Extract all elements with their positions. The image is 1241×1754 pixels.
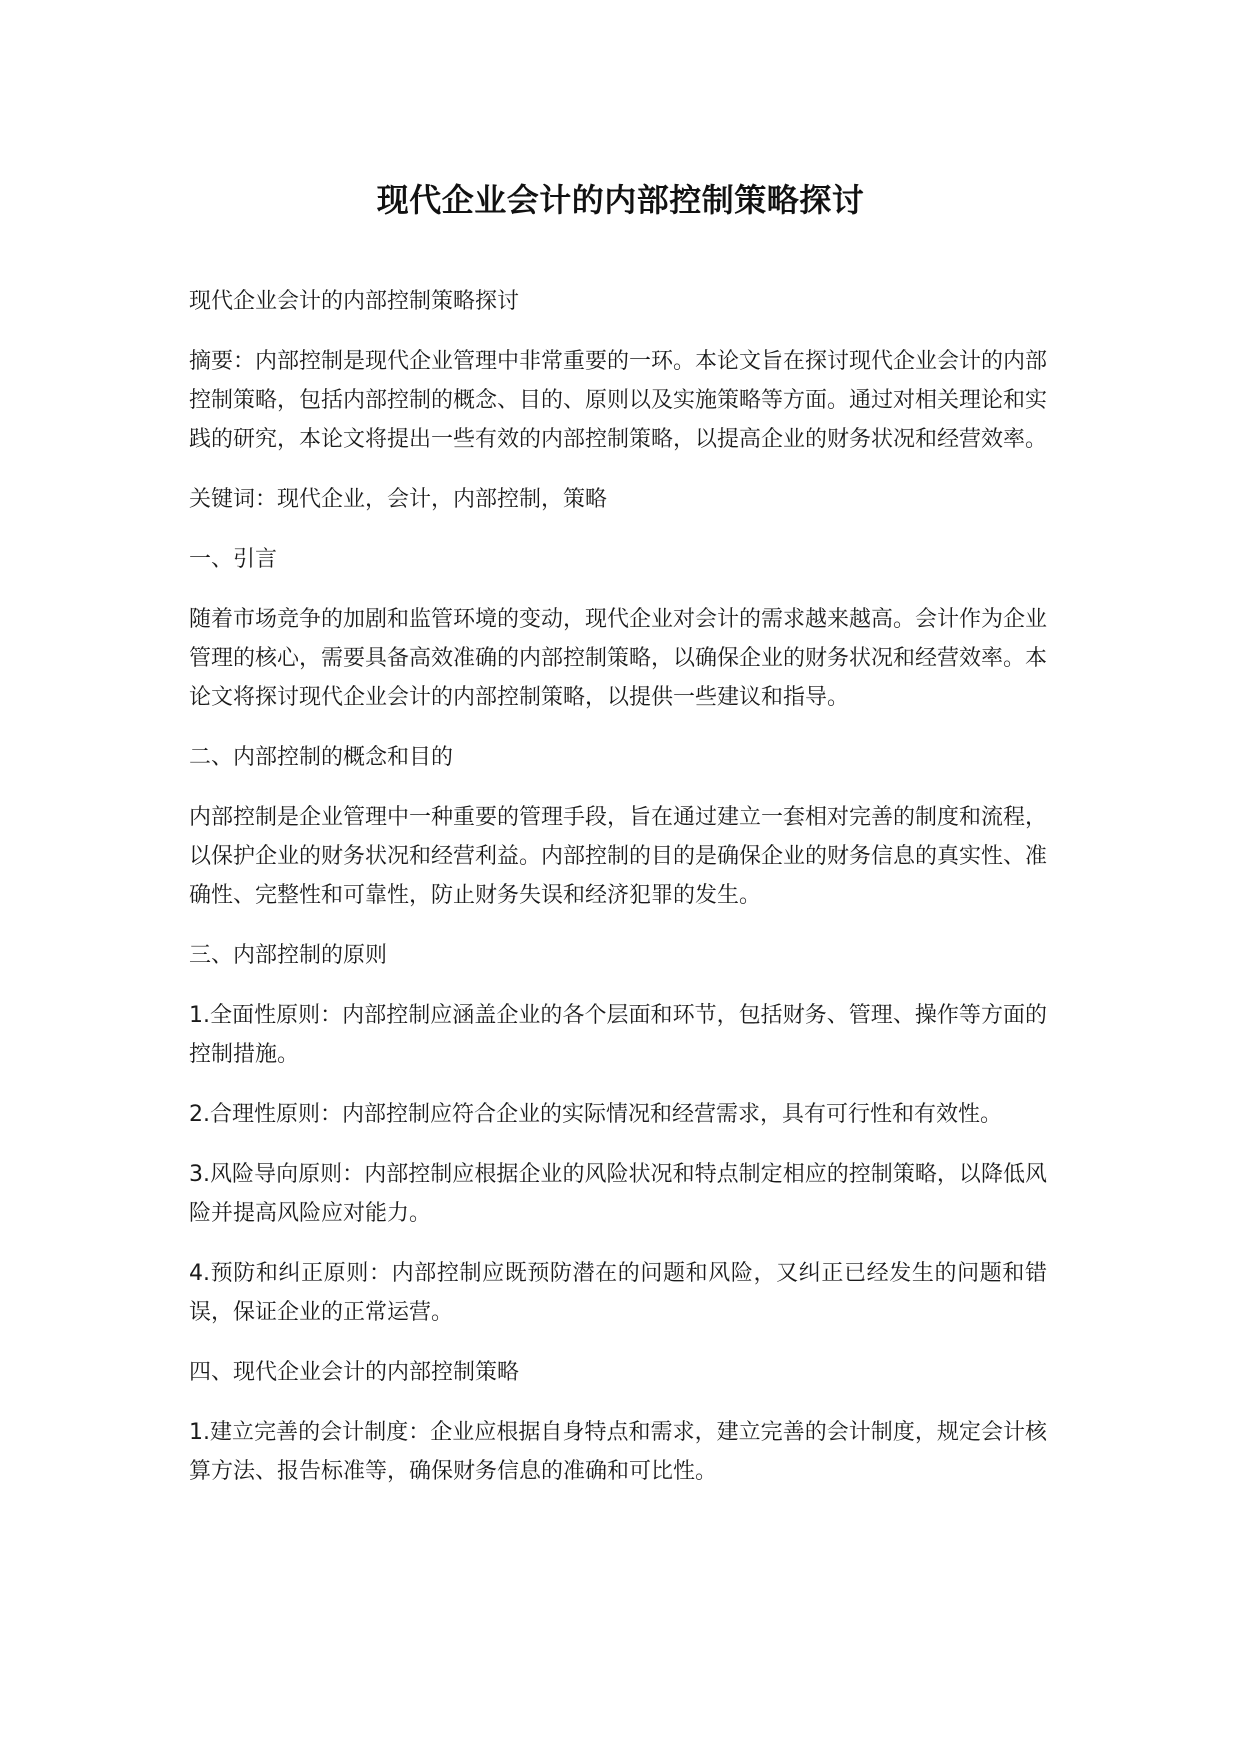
principle-item: 2.合理性原则：内部控制应符合企业的实际情况和经营需求，具有可行性和有效性。 <box>189 1102 1002 1127</box>
section-heading-principles: 三、内部控制的原则 <box>189 943 388 968</box>
subtitle-paragraph: 现代企业会计的内部控制策略探讨 <box>189 289 520 314</box>
document-title: 现代企业会计的内部控制策略探讨 <box>376 181 865 219</box>
principle-item: 1.全面性原则：内部控制应涵盖企业的各个层面和环节，包括财务、管理、操作等方面的控制措施。 <box>189 1003 1047 1067</box>
section-heading-introduction: 一、引言 <box>189 547 278 572</box>
principle-item: 3.风险导向原则：内部控制应根据企业的风险状况和特点制定相应的控制策略，以降低风险并提高风险应对能力。 <box>189 1162 1047 1226</box>
section-heading-concept: 二、内部控制的概念和目的 <box>189 745 454 770</box>
abstract-paragraph: 摘要：内部控制是现代企业管理中非常重要的一环。本论文旨在探讨现代企业会计的内部控制策略，包括内部控制的概念、目的、原则以及实施策略等方面。通过对相关理论和实践的研究，本论文将提出一些有效的内部控制策略，以提高企业的财务状况和经营效率。 <box>189 349 1048 452</box>
introduction-paragraph: 随着市场竞争的加剧和监管环境的变动，现代企业对会计的需求越来越高。会计作为企业管理的核心，需要具备高效准确的内部控制策略，以确保企业的财务状况和经营效率。本论文将探讨现代企业会计的内部控制策略，以提供一些建议和指导。 <box>189 607 1048 710</box>
strategy-item: 1.建立完善的会计制度：企业应根据自身特点和需求，建立完善的会计制度，规定会计核算方法、报告标准等，确保财务信息的准确和可比性。 <box>189 1420 1047 1484</box>
concept-paragraph: 内部控制是企业管理中一种重要的管理手段，旨在通过建立一套相对完善的制度和流程，以保护企业的财务状况和经营利益。内部控制的目的是确保企业的财务信息的真实性、准确性、完整性和可靠性，防止财务失误和经济犯罪的发生。 <box>189 805 1048 908</box>
section-heading-strategies: 四、现代企业会计的内部控制策略 <box>189 1360 520 1385</box>
principle-item: 4.预防和纠正原则：内部控制应既预防潜在的问题和风险，又纠正已经发生的问题和错误，保证企业的正常运营。 <box>189 1261 1047 1325</box>
document-body <box>189 282 1047 1512</box>
keywords-paragraph: 关键词：现代企业，会计，内部控制，策略 <box>189 487 608 512</box>
